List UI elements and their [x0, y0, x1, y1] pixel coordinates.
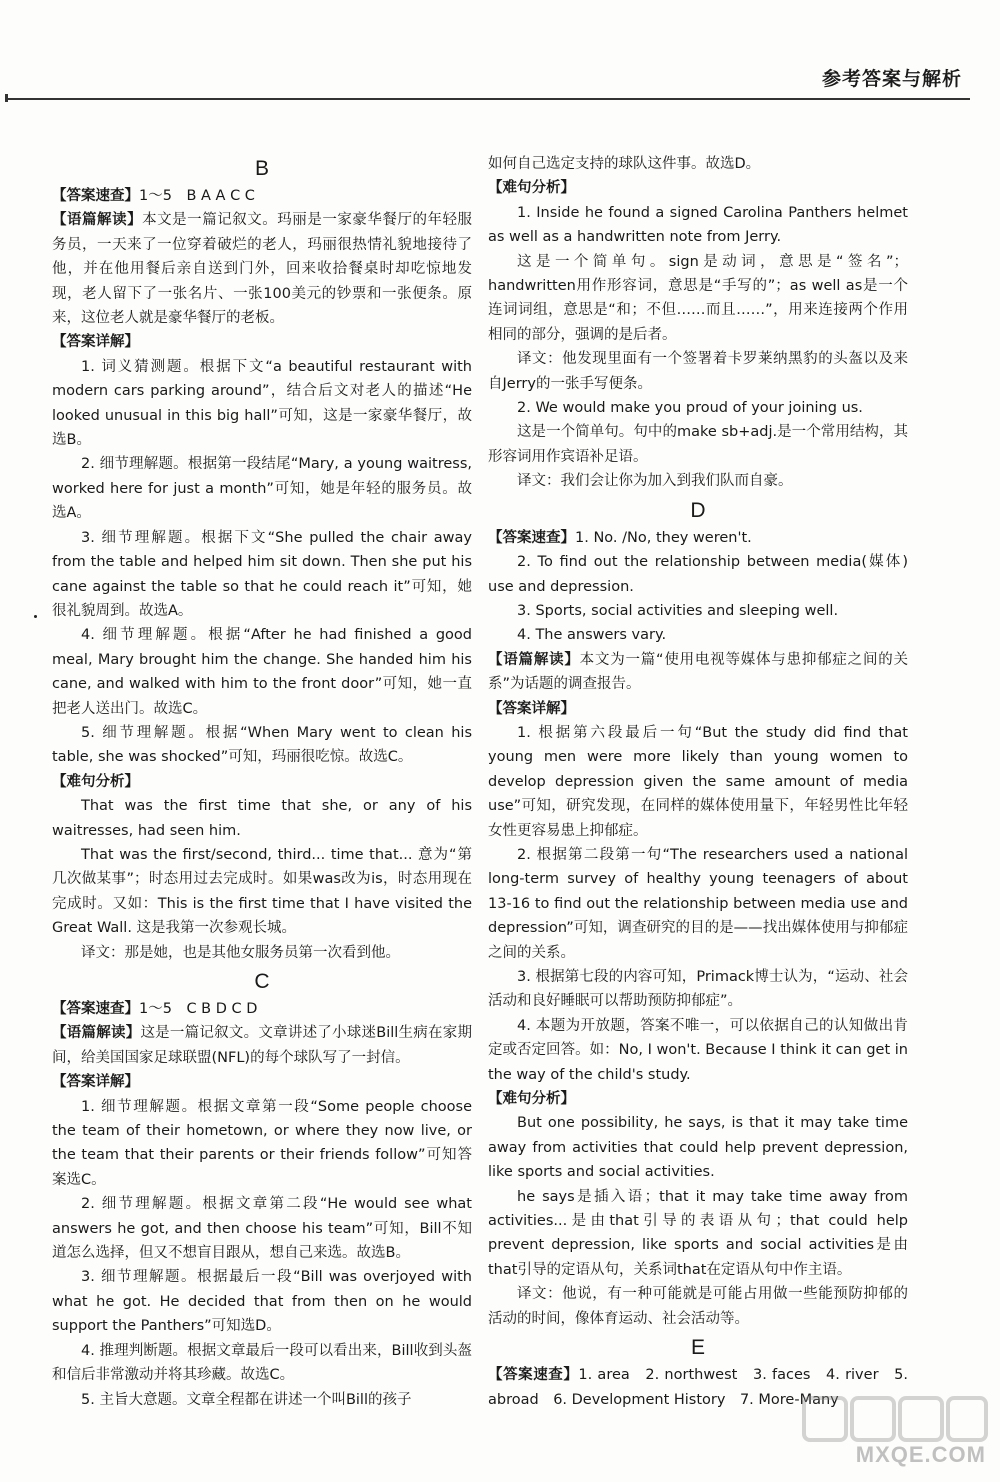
tag-text: 本文是一篇记叙文。玛丽是一家豪华餐厅的年轻服务员，一天来了一位穿着破烂的老人，玛丽很热情礼貌地接待了他，并在他用餐后亲自送到门外，回来收拾餐桌时却吃惊地发现，老人留下了一张名片、一张100美元的钞票和一张便条。原来，这位老人就是豪华餐厅的老板。: [52, 212, 473, 327]
body-paragraph: 4. 细节理解题。根据“After he had finished a good meal, Mary brought him the change. She handed him his cane, and walked with him to the front door”可知，她一直把老人送出门。故选C。: [52, 627, 472, 717]
body-paragraph: 2. To find out the relationship between media(媒体) use and depression.: [488, 554, 908, 595]
section-tag-heading: [488, 176, 908, 200]
tag-label: 【语篇解读】: [488, 651, 580, 668]
body-paragraph: 1. 细节理解题。根据文章第一段“Some people choose the team of their hometown, or where they now live, or the team that their parents or their friends follow”可知答案选C。: [52, 1098, 472, 1188]
body-paragraph: 4. The answers vary.: [517, 627, 667, 644]
body-paragraph: 5. 主旨大意题。文章全程都在讲述一个叫Bill的孩子: [81, 1391, 412, 1408]
tag-label: 【语篇解读】: [52, 212, 143, 229]
body-paragraph: 4. 本题为开放题，答案不唯一，可以依据自己的认知做出肯定或否定回答。如：No, I won't. Because I think it can get in the way of the child's study.: [488, 1017, 908, 1083]
body-paragraph: 2. 细节理解题。根据文章第二段“He would see what answers he got, and then choose his team”可知，Bill不知道怎么选择，但又不想盲目跟从，想自己来选。故选B。: [52, 1196, 472, 1262]
header-tick: [5, 94, 8, 102]
body-paragraph: 3. 细节理解题。根据最后一段“Bill was overjoyed with what he got. He decided that from then on he would support the Panthers”可知选D。: [52, 1269, 472, 1335]
tag-text: 1. area 2. northwest 3. faces 4. river 5. abroad 6. Development History 7. More-Many: [488, 1367, 908, 1408]
section-tag-heading: [488, 697, 908, 721]
body-paragraph: 4. 推理判断题。根据文章最后一段可以看出来，Bill收到头盔和信后非常激动并将其珍藏。故选C。: [52, 1342, 472, 1384]
tagged-paragraph: [52, 997, 472, 1021]
tagged-paragraph: [488, 648, 908, 697]
tag-text: 1. No. /No, they weren't.: [575, 529, 752, 546]
section-letter: B: [254, 157, 269, 180]
section-letter: D: [690, 498, 706, 522]
section-letter: C: [254, 970, 270, 993]
header-rule: [8, 98, 970, 100]
section-tag-heading: [488, 1087, 908, 1111]
tagged-paragraph: [52, 208, 472, 330]
tag-label: 【答案速查】: [488, 1367, 579, 1384]
body-paragraph: But one possibility, he says, is that it may take time away from activities that could help prevent depression, like sports and social activities.: [488, 1115, 908, 1181]
body-paragraph: 1. 词义猜测题。根据下文“a beautiful restaurant with modern cars parking around”，结合后文对老人的描述“He looked unusual in this big hall”可知，这是一家豪华餐厅，故选B。: [52, 358, 472, 449]
tag-label: 【答案速查】: [52, 188, 139, 204]
page-header-title: 参考答案与解析: [821, 68, 962, 90]
body-paragraph: 2. 根据第二段第一句“The researchers used a national long-term survey of healthy young teenagers of about 13-16 to find out the relationship between media use and depression”可知，调查研究的目的是——找出媒体使用与抑郁症之间的关系。: [488, 846, 908, 961]
tag-label: 【答案详解】: [488, 700, 575, 717]
tag-text: 本文为一篇“使用电视等媒体与患抑郁症之间的关系”为话题的调查报告。: [488, 651, 909, 693]
tagged-paragraph: [488, 526, 908, 550]
body-paragraph: That was the first time that she, or any of his waitresses, had seen him.: [52, 798, 472, 839]
body-paragraph: 如何自己选定支持的球队这件事。故选D。: [488, 156, 761, 172]
body-paragraph: 1. Inside he found a signed Carolina Panthers helmet as well as a handwritten note from Jerry.: [488, 204, 908, 246]
body-paragraph: 译文：他说，有一种可能就是可能占用做一些能预防抑郁的活动的时间，像体育运动、社会活动等。: [488, 1286, 908, 1327]
body-paragraph: 1. 根据第六段最后一句“But the study did find that young men were more likely than young women to develop depression given the same amount of media use”可知，研究发现，在同样的媒体使用量下，年轻男性比年轻女性更容易患上抑郁症。: [488, 724, 908, 839]
body-paragraph: 3. Sports, social activities and sleeping well.: [517, 602, 839, 619]
tagged-paragraph: [52, 1021, 472, 1070]
tag-label: 【答案速查】: [488, 529, 575, 546]
right-column: [488, 152, 908, 1412]
tag-text: 这是一篇记叙文。文章讲述了小球迷Bill生病在家期间，给美国国家足球联盟(NFL)的每个球队写了一封信。: [52, 1025, 472, 1066]
body-paragraph: he says是插入语；that it may take time away from activities...是由that引导的表语从句；that could help prevent depression, like sports and social activities是由that引导的定语从句，关系词that在定语从句中作主语。: [488, 1188, 908, 1278]
tag-label: 【难句分析】: [488, 1091, 575, 1108]
margin-dot: [34, 615, 37, 618]
tag-label: 【答案详解】: [52, 1074, 139, 1091]
tag-label: 【答案详解】: [52, 334, 139, 351]
body-paragraph: 2. We would make you proud of your joining us.: [517, 400, 863, 417]
body-paragraph: 这是一个简单句。sign是动词，意思是“签名”；handwritten用作形容词，意思是“手写的”；as well as是一个连词词组，意思是“和；不但……而且……”，用来连接两个作用相同的部分，强调的是后者。: [488, 253, 908, 343]
body-paragraph: That was the first/second, third... time that... 意为“第几次做某事”；时态用过去完成时。如果was改为is，时态用现在完成时。又如：This is the first time that I have visited the Great Wall. 这是我第一次参观长城。: [52, 846, 472, 937]
tag-label: 【难句分析】: [488, 180, 575, 197]
left-column: [52, 152, 472, 1412]
section-letter: E: [690, 1336, 705, 1360]
tag-label: 【语篇解读】: [52, 1025, 141, 1042]
section-tag-heading: [52, 1070, 472, 1094]
body-paragraph: 5. 细节理解题。根据“When Mary went to clean his table, she was shocked”可知，玛丽很吃惊。故选C。: [52, 724, 472, 766]
body-paragraph: 译文：我们会让你为加入到我们队而自豪。: [517, 473, 793, 490]
body-paragraph: 3. 根据第七段的内容可知，Primack博士认为，“运动、社会活动和良好睡眠可以帮助预防抑郁症”。: [488, 969, 908, 1010]
body-paragraph: 译文：他发现里面有一个签署着卡罗莱纳黑豹的头盔以及来自Jerry的一张手写便条。: [488, 351, 908, 392]
tag-label: 【答案速查】: [52, 1001, 139, 1017]
tag-text: 1～5 B A A C C: [139, 188, 255, 204]
tag-text: 1～5 C B D C D: [139, 1001, 258, 1017]
tagged-paragraph: [52, 184, 472, 208]
tag-label: 【难句分析】: [52, 773, 139, 790]
body-paragraph: 3. 细节理解题。根据下文“She pulled the chair away from the table and helped him sit down. Then she put his cane against the table so that he could reach it”可知，她很礼貌周到。故选A。: [52, 529, 472, 619]
body-paragraph: 2. 细节理解题。根据第一段结尾“Mary, a young waitress, worked here for just a month”可知，她是年轻的服务员。故选A。: [52, 456, 472, 522]
body-paragraph: 译文：那是她，也是其他女服务员第一次看到他。: [81, 944, 400, 961]
body-paragraph: 这是一个简单句。句中的make sb+adj.是一个常用结构，其形容词用作宾语补足语。: [488, 424, 908, 465]
watermark-text: MXQE.COM: [855, 1442, 986, 1467]
section-tag-heading: [52, 770, 472, 794]
section-tag-heading: [52, 330, 472, 354]
